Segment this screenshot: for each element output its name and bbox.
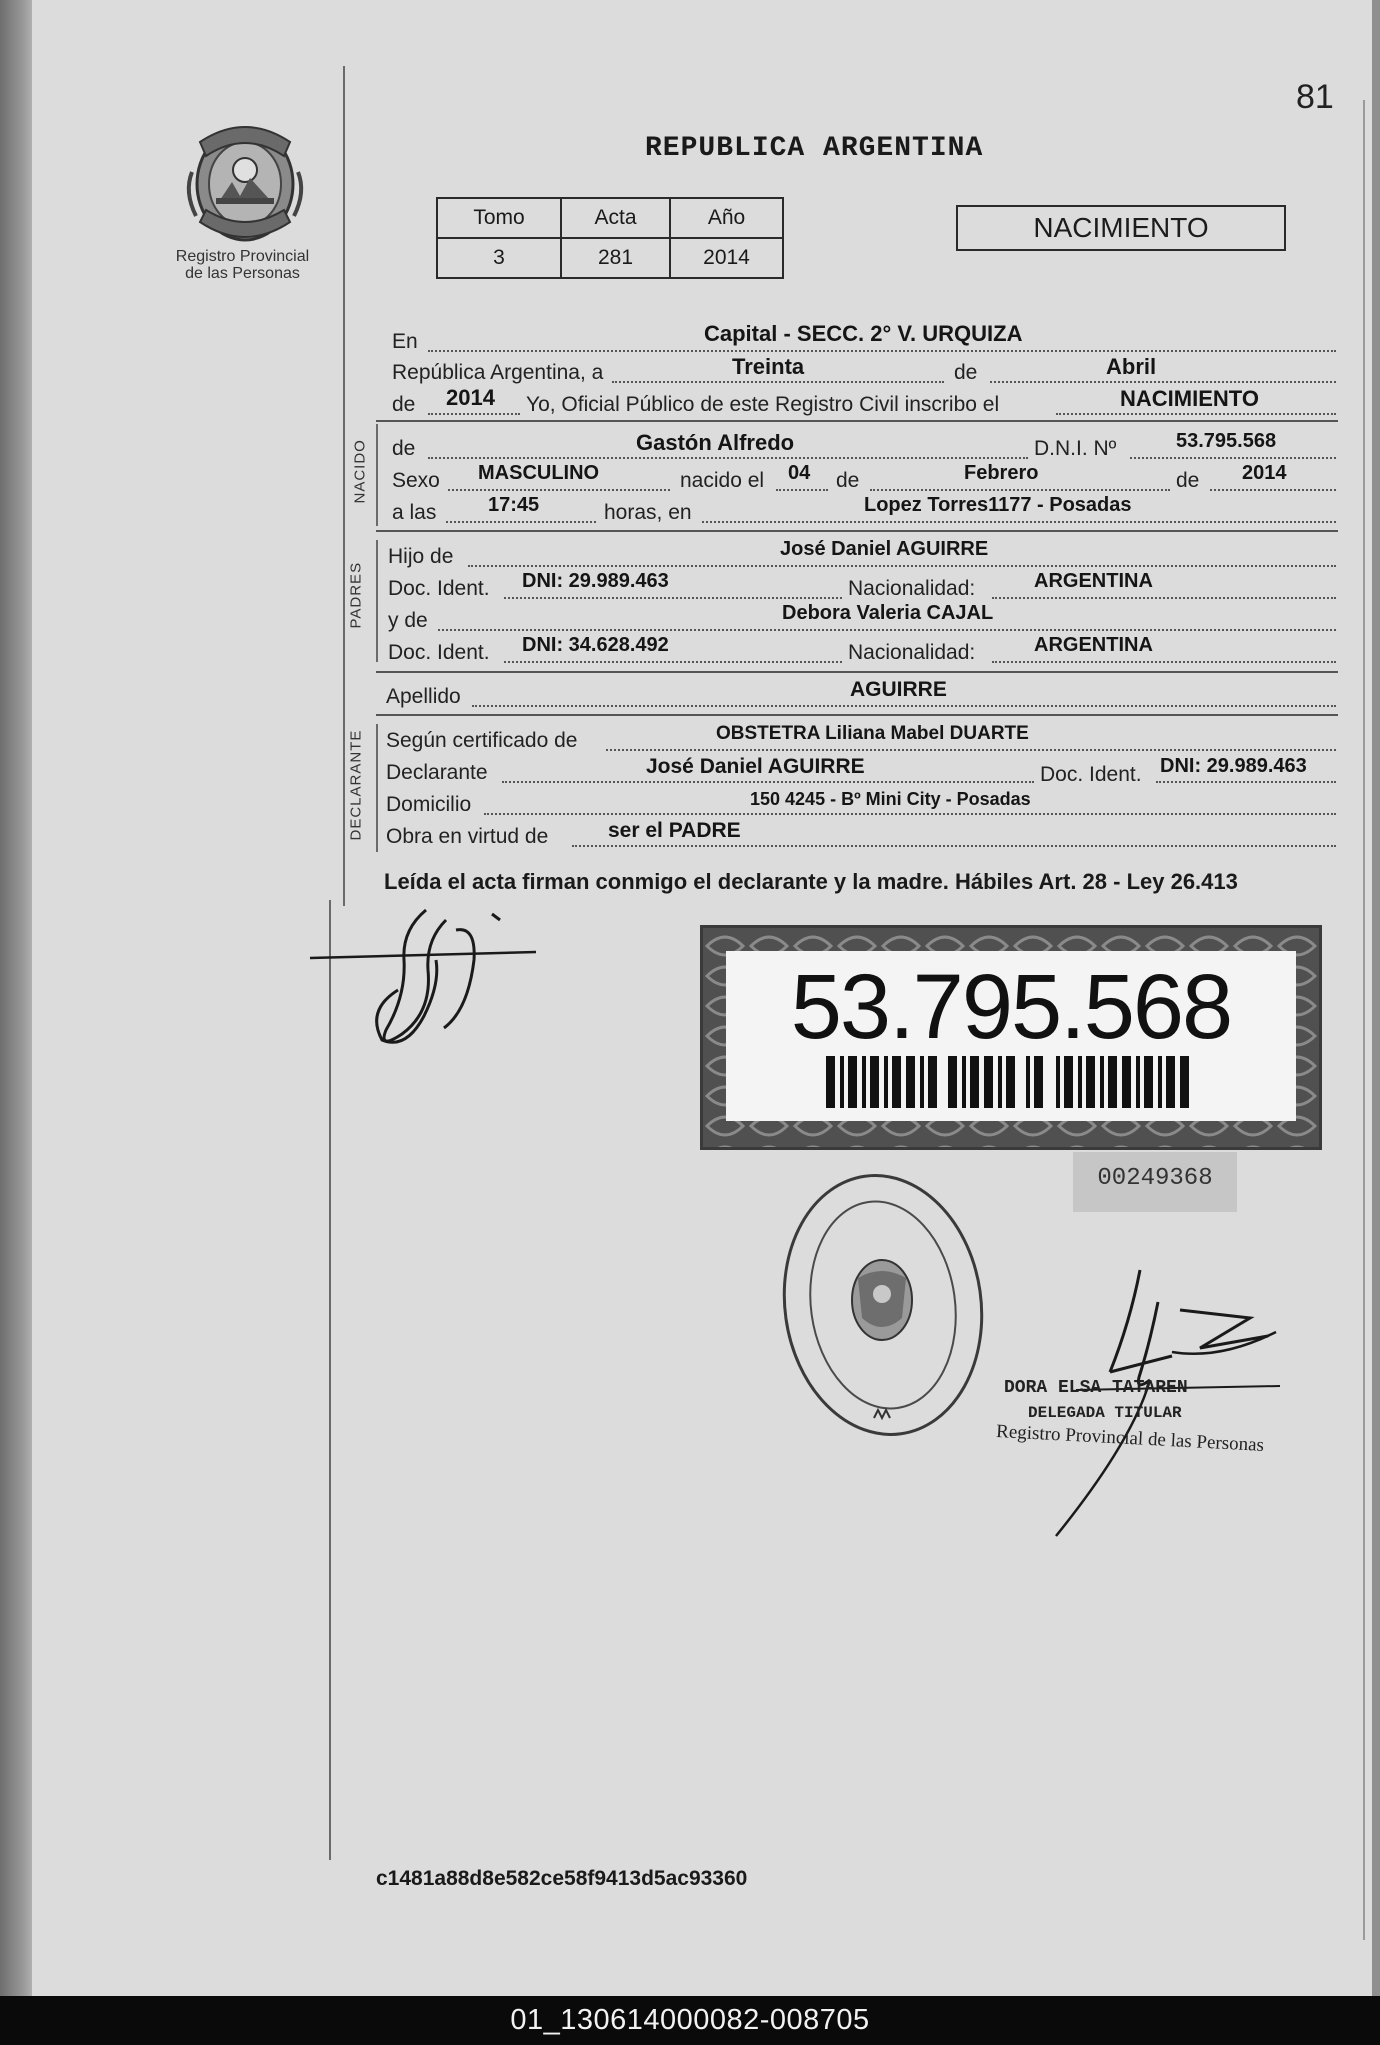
section-divider <box>376 714 1338 716</box>
margin-line-upper <box>343 66 345 906</box>
dotted-line <box>990 381 1336 383</box>
mother-nationality: ARGENTINA <box>1034 634 1153 656</box>
section-divider <box>376 530 1338 532</box>
dotted-line <box>448 489 670 491</box>
sexo-label: Sexo <box>392 469 440 492</box>
record-year: 2014 <box>446 385 495 410</box>
registry-reference-table <box>436 197 784 279</box>
birth-day: 04 <box>788 462 811 484</box>
registry-place: Capital - SECC. 2° V. URQUIZA <box>704 321 1023 346</box>
official-name: DORA ELSA TATAREN <box>1004 1378 1188 1398</box>
record-month: Abril <box>1106 354 1157 379</box>
dotted-line <box>1210 489 1336 491</box>
father-doc: DNI: 29.989.463 <box>522 570 669 592</box>
registry-seal-icon <box>778 1168 988 1442</box>
dotted-line <box>702 521 1336 523</box>
y-de-label: y de <box>388 609 428 632</box>
dotted-line <box>612 381 944 383</box>
dotted-line <box>484 813 1336 815</box>
dotted-line <box>992 661 1336 663</box>
table-header-anio: Año <box>670 198 783 238</box>
section-label-padres: PADRES <box>347 561 365 629</box>
mother-nationality-label: Nacionalidad: <box>848 641 976 664</box>
nacido-de-label: de <box>392 437 416 460</box>
section-bracket-declarante <box>376 724 378 852</box>
dni-label: D.N.I. Nº <box>1034 437 1117 460</box>
official-office: Registro Provincial de las Personas <box>995 1421 1265 1457</box>
father-nationality-label: Nacionalidad: <box>848 577 976 600</box>
table-value-anio: 2014 <box>670 238 783 278</box>
document-hash: c1481a88d8e582ce58f9413d5ac93360 <box>376 1867 748 1890</box>
right-margin-line <box>1363 100 1365 1940</box>
declarant-doc: DNI: 29.989.463 <box>1160 755 1307 777</box>
dotted-line <box>472 705 1336 707</box>
en-label: En <box>392 330 418 353</box>
scan-file-id: 01_130614000082-008705 <box>0 1996 1380 2045</box>
mother-doc: DNI: 34.628.492 <box>522 634 669 656</box>
dotted-line <box>468 565 1336 567</box>
de-label: de <box>1176 469 1200 492</box>
country-heading: REPUBLICA ARGENTINA <box>645 133 984 164</box>
misiones-emblem-icon <box>180 112 310 252</box>
mother-name: Debora Valeria CAJAL <box>782 602 994 624</box>
dotted-line <box>606 749 1336 751</box>
hijo-de-label: Hijo de <box>388 545 454 568</box>
de2-label: de <box>392 393 416 416</box>
birth-place: Lopez Torres1177 - Posadas <box>864 494 1132 516</box>
dotted-line <box>438 629 1336 631</box>
father-nationality: ARGENTINA <box>1034 570 1153 592</box>
dotted-line <box>776 489 828 491</box>
declarant-doc-label: Doc. Ident. <box>1040 763 1142 786</box>
dotted-line <box>992 597 1336 599</box>
declarante-label: Declarante <box>386 761 488 784</box>
apellido-label: Apellido <box>386 685 461 708</box>
official-signature-icon <box>1040 1262 1290 1542</box>
dotted-line <box>572 845 1336 847</box>
surname: AGUIRRE <box>850 678 947 701</box>
republica-label: República Argentina, a <box>392 361 604 384</box>
day-in-words: Treinta <box>732 354 805 379</box>
child-name: Gastón Alfredo <box>636 430 795 455</box>
declarant-signature-icon <box>306 900 546 1060</box>
mother-doc-label: Doc. Ident. <box>388 641 490 664</box>
table-header-acta: Acta <box>561 198 670 238</box>
dotted-line <box>428 457 1028 459</box>
official-title: DELEGADA TITULAR <box>1028 1404 1182 1422</box>
address: 150 4245 - Bº Mini City - Posadas <box>750 789 1031 809</box>
serial-number: 00249368 <box>1097 1165 1213 1192</box>
registry-name <box>160 248 325 282</box>
nacido-el-label: nacido el <box>680 469 765 492</box>
dotted-line <box>1156 781 1336 783</box>
certificate-issuer: OBSTETRA Liliana Mabel DUARTE <box>716 723 1029 744</box>
closing-statement: Leída el acta firman conmigo el declarante y la madre. Hábiles Art. 28 - Ley 26.413 <box>384 869 1238 894</box>
registry-line-1: Registro Provincial <box>175 248 310 265</box>
dotted-line <box>1130 457 1336 459</box>
section-divider <box>376 420 1338 422</box>
acting-as: ser el PADRE <box>608 819 741 842</box>
oficial-text: Yo, Oficial Público de este Registro Civil inscribo el <box>526 393 1000 416</box>
section-label-nacido: NACIDO <box>351 439 369 504</box>
registry-line-2: de las Personas <box>185 265 300 282</box>
de-label: de <box>954 361 978 384</box>
act-type: NACIMIENTO <box>1120 386 1259 411</box>
de-label: de <box>836 469 860 492</box>
father-doc-label: Doc. Ident. <box>388 577 490 600</box>
section-bracket-nacido <box>376 424 378 526</box>
barcode-dni-number: 53.795.568 <box>790 956 1232 1058</box>
scan-edge-shadow <box>0 0 34 1996</box>
father-name: José Daniel AGUIRRE <box>780 538 989 560</box>
horas-label: horas, en <box>604 501 692 524</box>
table-value-tomo: 3 <box>437 238 561 278</box>
table-header-tomo: Tomo <box>437 198 561 238</box>
dotted-line <box>428 350 1336 352</box>
page-number: 81 <box>1296 78 1334 116</box>
child-dni: 53.795.568 <box>1176 430 1277 452</box>
section-divider <box>376 671 1338 673</box>
section-bracket-padres <box>376 540 378 662</box>
birth-year: 2014 <box>1242 462 1287 484</box>
obra-label: Obra en virtud de <box>386 825 549 848</box>
a-las-label: a las <box>392 501 437 524</box>
domicilio-label: Domicilio <box>386 793 472 816</box>
dotted-line <box>428 413 520 415</box>
document-type-box: NACIMIENTO <box>956 205 1286 251</box>
birth-month: Febrero <box>964 462 1039 484</box>
dotted-line <box>502 781 1034 783</box>
section-label-declarante: DECLARANTE <box>347 729 365 841</box>
dotted-line <box>504 661 842 663</box>
dotted-line <box>870 489 1170 491</box>
dotted-line <box>446 521 596 523</box>
declarant-name: José Daniel AGUIRRE <box>646 755 865 778</box>
dotted-line <box>1056 413 1336 415</box>
birth-time: 17:45 <box>488 494 540 516</box>
table-value-acta: 281 <box>561 238 670 278</box>
child-sex: MASCULINO <box>478 462 600 484</box>
dotted-line <box>504 597 842 599</box>
certificado-label: Según certificado de <box>386 729 578 752</box>
